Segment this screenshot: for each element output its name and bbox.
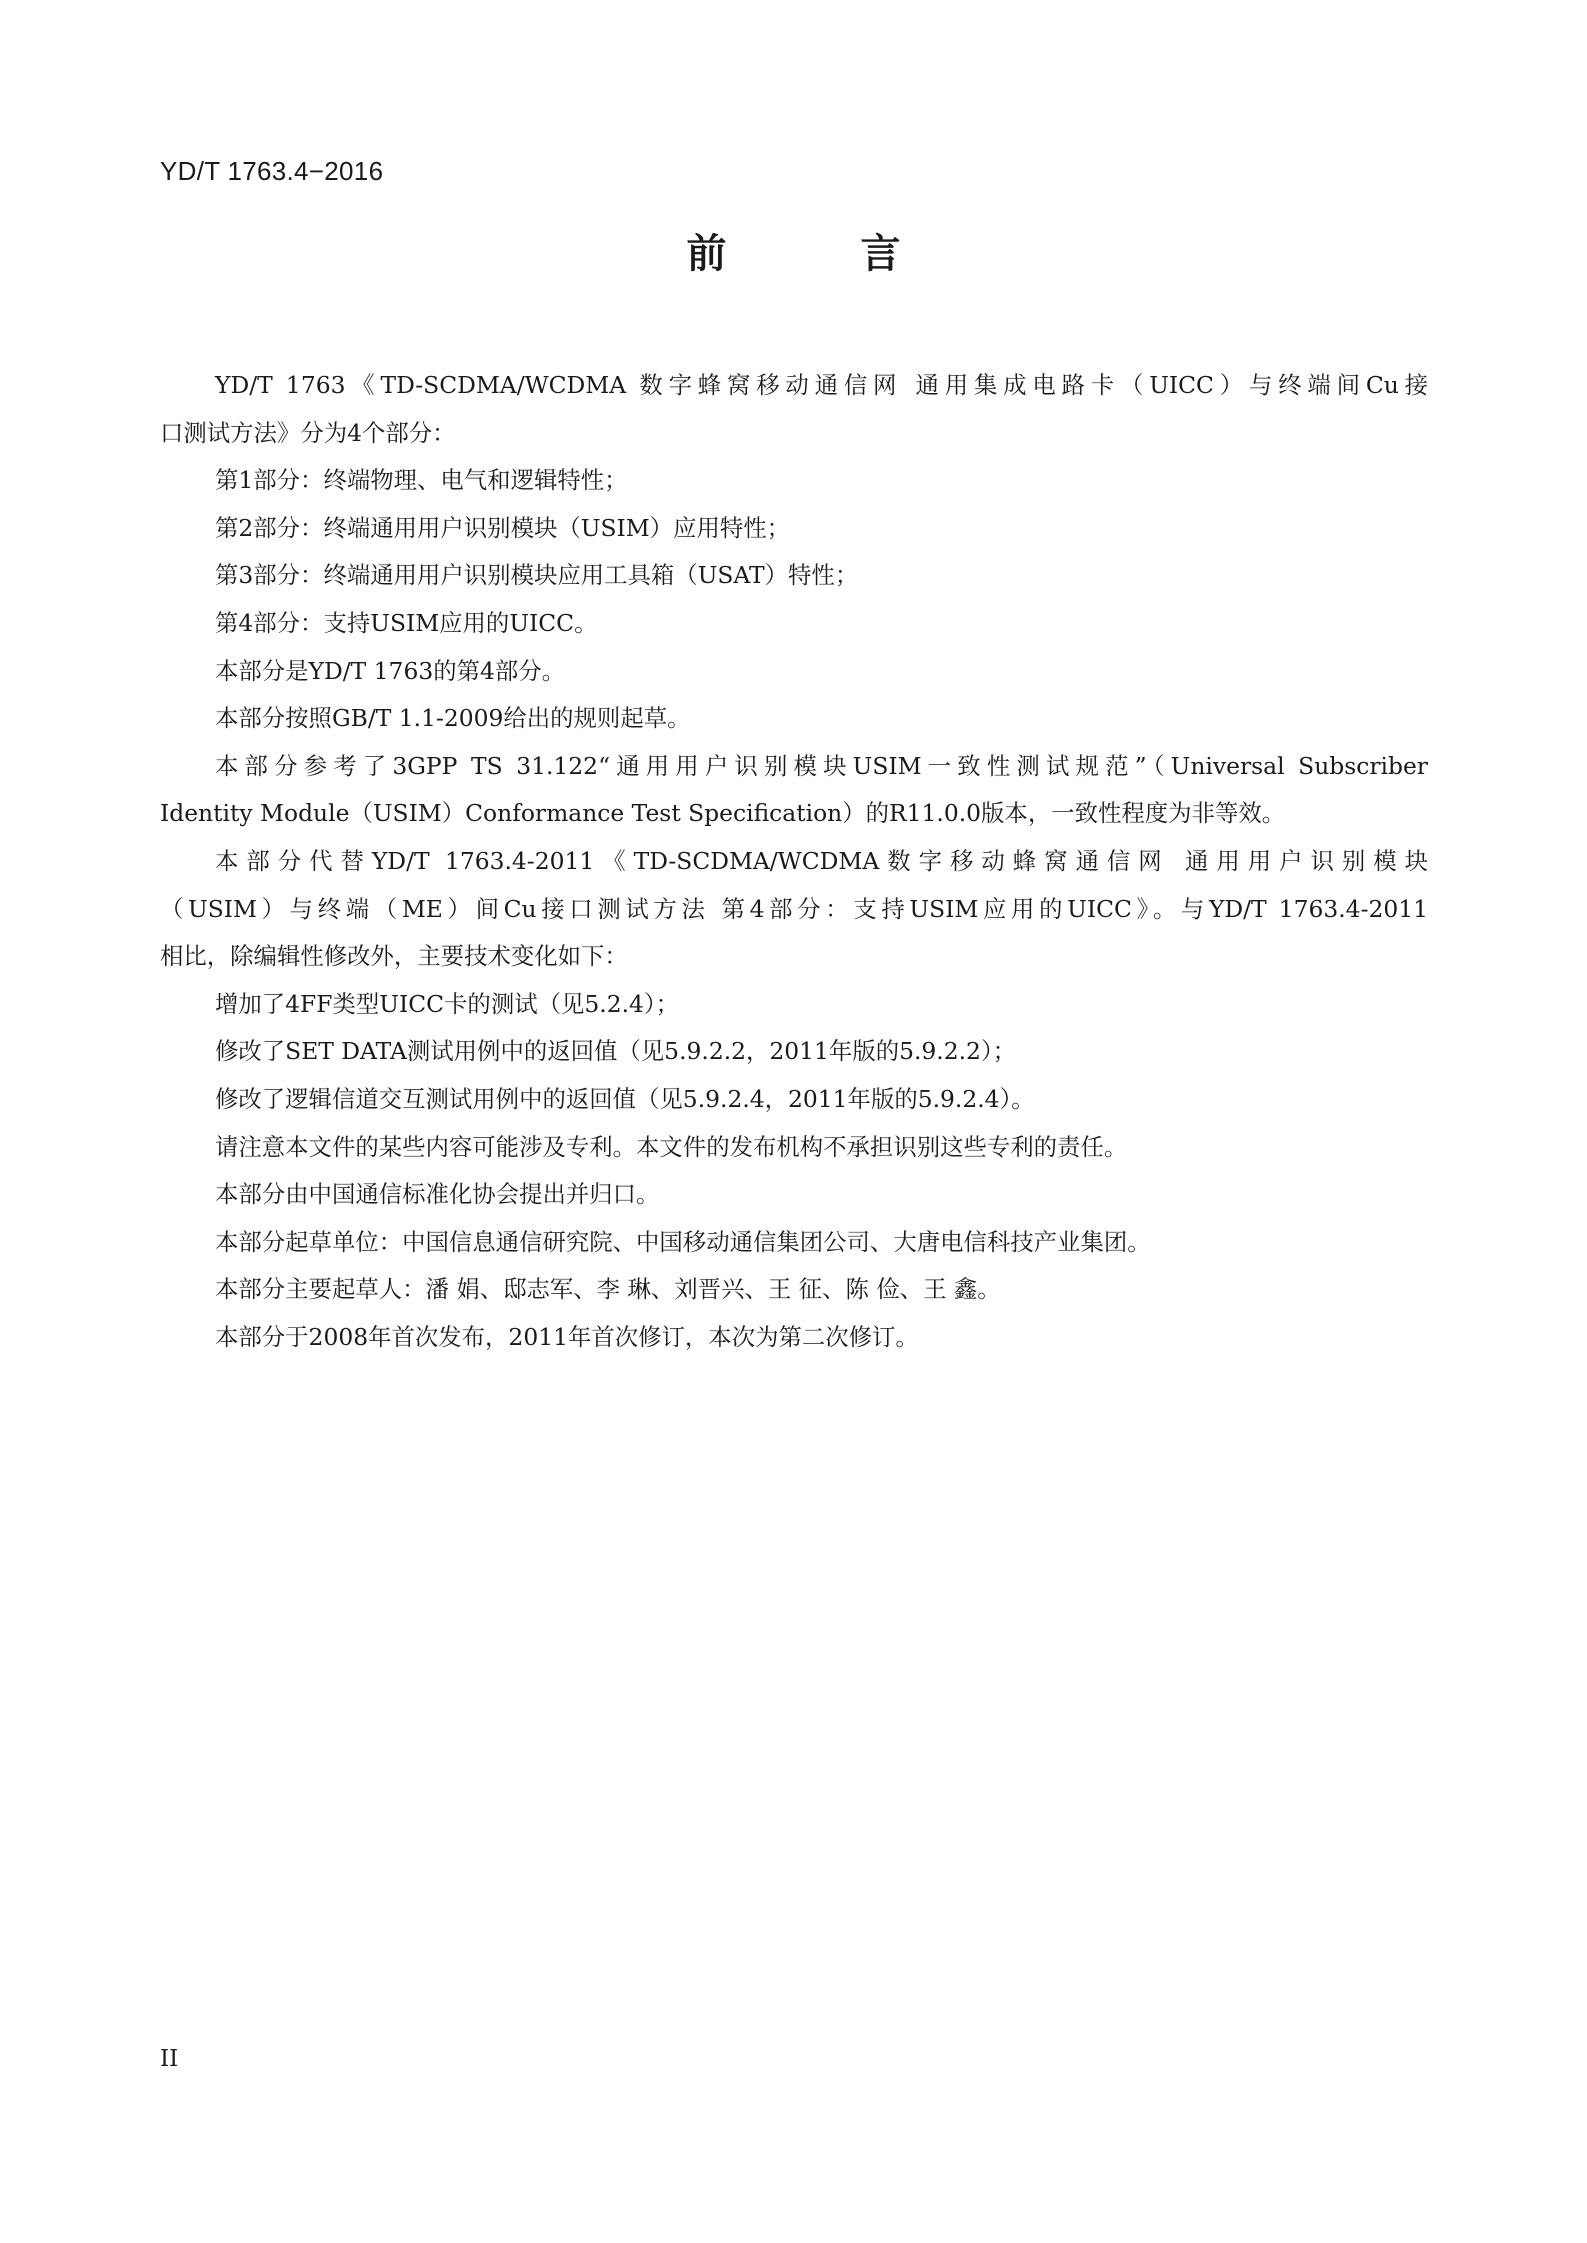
- paragraph-drafters: 本部分主要起草人：潘 娟、邸志军、李 琳、刘晋兴、王 征、陈 俭、王 鑫。: [215, 1275, 1001, 1304]
- paragraph-patent-notice: 请注意本文件的某些内容可能涉及专利。本文件的发布机构不承担识别这些专利的责任。: [215, 1132, 1128, 1161]
- text-line: 本部分代替YD/T 1763.4-2011《TD-SCDMA/WCDMA数字移动蜂窝通信网 通用用户识别模块: [215, 846, 1428, 875]
- text-line: 口测试方法》分为4个部分：: [160, 418, 456, 447]
- paragraph-reference: [160, 743, 1428, 838]
- paragraph-change-1: 增加了4FF类型UICC卡的测试（见5.2.4）；: [215, 989, 679, 1018]
- text-line: Identity Module（USIM）Conformance Test Specification）的R11.0.0版本，一致性程度为非等效。: [160, 799, 1286, 828]
- paragraph-replaces: [160, 838, 1428, 981]
- page-number: II: [160, 2046, 179, 2072]
- text-line: YD/T 1763《TD-SCDMA/WCDMA 数字蜂窝移动通信网 通用集成电路卡（UICC）与终端间Cu接: [215, 371, 1428, 399]
- page-title: 前 言: [686, 231, 961, 277]
- paragraph-change-3: 修改了逻辑信道交互测试用例中的返回值（见5.9.2.4，2011年版的5.9.2.4）。: [215, 1084, 1035, 1113]
- paragraph-change-2: 修改了SET DATA测试用例中的返回值（见5.9.2.2，2011年版的5.9.2.2）；: [215, 1037, 1017, 1066]
- paragraph-series-overview: [160, 362, 1428, 457]
- paragraph-part-1: 第1部分：终端物理、电气和逻辑特性；: [215, 466, 628, 495]
- paragraph-part-3: 第3部分：终端通用用户识别模块应用工具箱（USAT）特性；: [215, 561, 859, 590]
- text-line: （USIM）与终端（ME）间Cu接口测试方法 第4部分：支持USIM应用的UICC》。与YD/T 1763.4-2011: [160, 894, 1428, 923]
- paragraph-proposer: 本部分由中国通信标准化协会提出并归口。: [215, 1180, 660, 1209]
- paragraph-this-part: 本部分是YD/T 1763的第4部分。: [215, 656, 566, 685]
- paragraph-drafting-rules: 本部分按照GB/T 1.1-2009给出的规则起草。: [215, 704, 691, 733]
- paragraph-drafting-units: 本部分起草单位：中国信息通信研究院、中国移动通信集团公司、大唐电信科技产业集团。: [215, 1227, 1151, 1256]
- document-code: YD/T 1763.4−2016: [160, 156, 384, 186]
- paragraph-history: 本部分于2008年首次发布，2011年首次修订，本次为第二次修订。: [215, 1322, 919, 1351]
- paragraph-part-2: 第2部分：终端通用用户识别模块（USIM）应用特性；: [215, 513, 791, 542]
- text-line: 相比，除编辑性修改外，主要技术变化如下：: [160, 942, 628, 971]
- foreword-body: [160, 362, 1428, 1361]
- text-line: 本部分参考了3GPP TS 31.122“通用用户识别模块USIM一致性测试规范”（Universal Subscriber: [215, 751, 1428, 780]
- paragraph-part-4: 第4部分：支持USIM应用的UICC。: [215, 608, 598, 637]
